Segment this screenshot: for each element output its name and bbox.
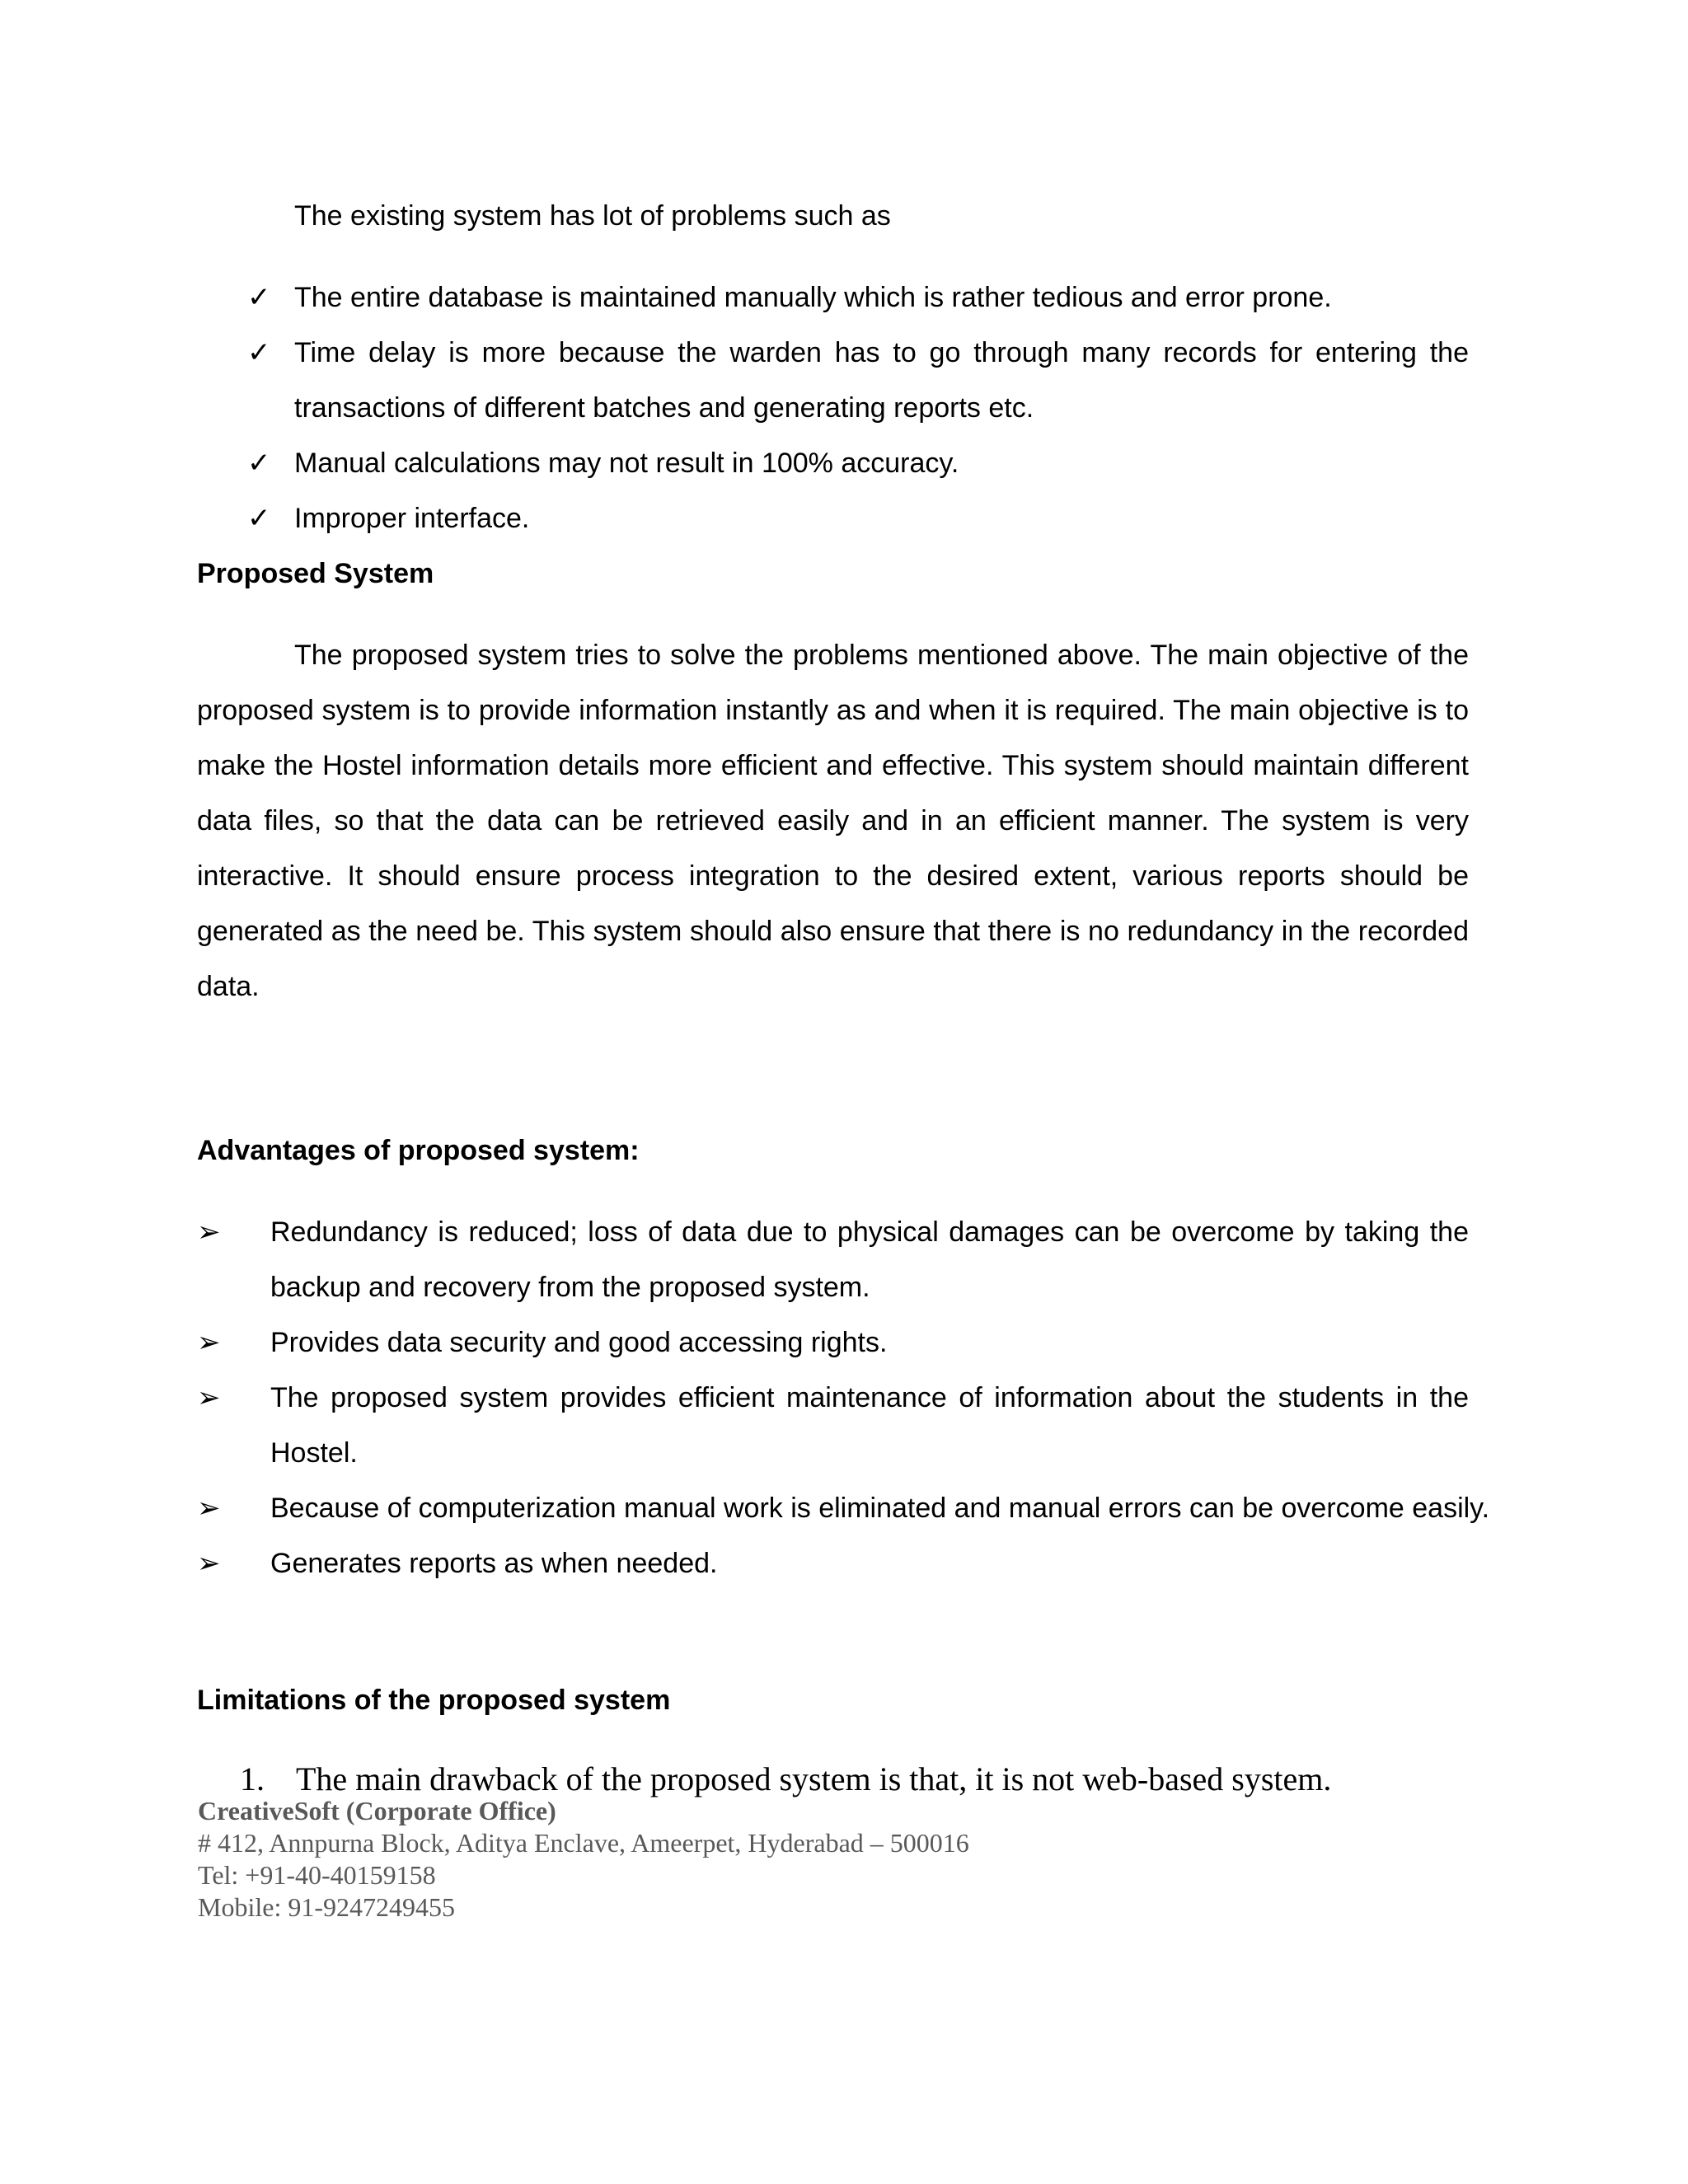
checkmark-icon: ✓ xyxy=(247,447,271,480)
advantage-item xyxy=(197,1371,1469,1481)
problem-text: Time delay is more because the warden has to go through many records for entering the transactions of different batches and generating reports etc. xyxy=(294,337,1469,424)
arrow-bullet-icon: ➢ xyxy=(197,1547,221,1580)
problem-item xyxy=(247,436,1469,491)
problem-item xyxy=(247,491,1469,546)
footer-mobile: Mobile: 91-9247249455 xyxy=(198,1892,455,1922)
problem-item xyxy=(247,270,1469,326)
checkmark-icon: ✓ xyxy=(247,502,271,535)
proposed-system-heading: Proposed System xyxy=(197,558,434,589)
problem-text: The entire database is maintained manually which is rather tedious and error prone. xyxy=(294,282,1332,313)
advantage-item xyxy=(197,1315,1469,1371)
footer-contact xyxy=(198,1795,969,1924)
arrow-bullet-icon: ➢ xyxy=(197,1381,221,1414)
limitation-text: The main drawback of the proposed system is that, it is not web-based system. xyxy=(296,1760,1332,1797)
arrow-bullet-icon: ➢ xyxy=(197,1492,221,1525)
advantage-text: Generates reports as when needed. xyxy=(270,1548,718,1579)
footer-tel: Tel: +91-40-40159158 xyxy=(198,1860,436,1890)
advantage-item xyxy=(197,1481,1490,1536)
advantage-text: The proposed system provides efficient maintenance of information about the students in the Hostel. xyxy=(270,1382,1469,1469)
footer-company: CreativeSoft (Corporate Office) xyxy=(198,1796,556,1825)
proposed-system-paragraph: The proposed system tries to solve the problems mentioned above. The main objective of the proposed system is to provide information instantly as and when it is required. The main objective is to make the Hostel information details more efficient and effective. This system should maintain different data files, so that the data can be retrieved easily and in an efficient manner. The system is very interactive. It should ensure process integration to the desired extent, various reports should be generated as the need be. This system should also ensure that there is no redundancy in the recorded data. xyxy=(197,640,1469,1002)
limitations-heading: Limitations of the proposed system xyxy=(197,1685,671,1716)
footer-address: # 412, Annpurna Block, Aditya Enclave, Ameerpet, Hyderabad – 500016 xyxy=(198,1828,969,1858)
advantage-text: Redundancy is reduced; loss of data due to physical damages can be overcome by taking the backup and recovery from the proposed system. xyxy=(270,1216,1469,1303)
arrow-bullet-icon: ➢ xyxy=(197,1326,221,1359)
existing-system-intro: The existing system has lot of problems such as xyxy=(294,200,891,232)
problem-text: Improper interface. xyxy=(294,503,530,534)
limitation-number: 1. xyxy=(240,1760,265,1797)
advantage-item xyxy=(197,1536,1469,1591)
problem-item xyxy=(247,326,1469,436)
problem-text: Manual calculations may not result in 100% accuracy. xyxy=(294,448,959,479)
advantage-text: Because of computerization manual work is eliminated and manual errors can be overcome easily. xyxy=(270,1493,1490,1524)
limitation-item xyxy=(240,1759,1476,1800)
advantage-item xyxy=(197,1205,1469,1315)
checkmark-icon: ✓ xyxy=(247,281,271,314)
checkmark-icon: ✓ xyxy=(247,336,271,369)
arrow-bullet-icon: ➢ xyxy=(197,1216,221,1249)
advantage-text: Provides data security and good accessing rights. xyxy=(270,1327,888,1358)
advantages-heading: Advantages of proposed system: xyxy=(197,1135,640,1166)
